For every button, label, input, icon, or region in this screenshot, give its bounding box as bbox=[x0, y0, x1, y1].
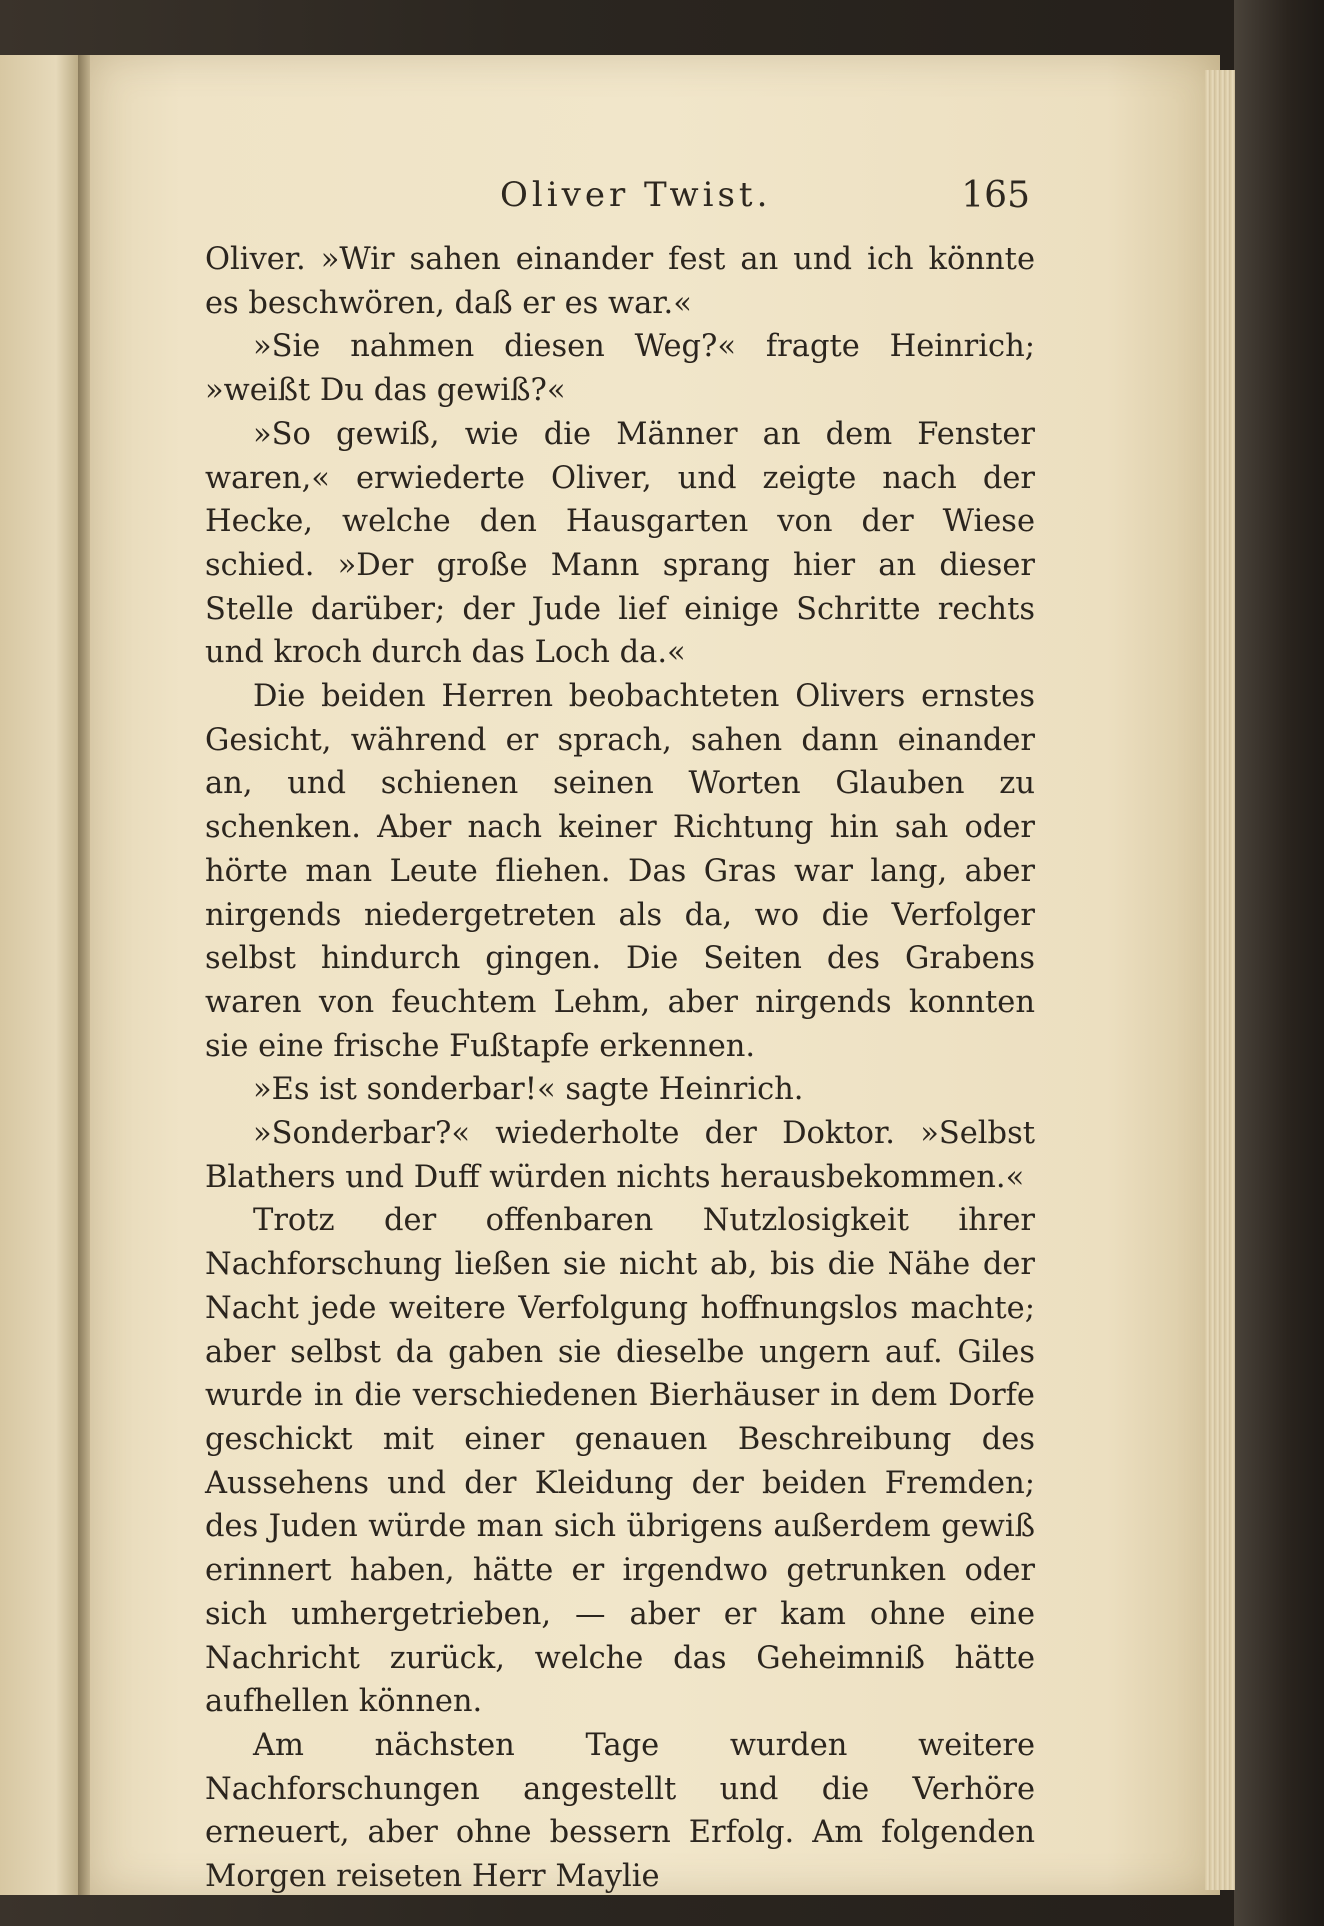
page-stack-edge bbox=[1205, 70, 1235, 1890]
paragraph: Die beiden Herren beobachteten Olivers ernstes Gesicht, während er sprach, sahen dann einander an, und schienen seinen Worten Glauben zu schenken. Aber nach keiner Richtung hin sah oder hörte man Leute fliehen. Das Gras war lang, aber nirgends niedergetreten als da, wo die Verfolger selbst hindurch gingen. Die Seiten des Grabens waren von feuchtem Lehm, aber nirgends konnten sie eine frische Fußtapfe erkennen. bbox=[205, 679, 1035, 1064]
book-binding-edge bbox=[1234, 0, 1324, 1926]
page-header bbox=[200, 175, 1040, 225]
running-title: Oliver Twist. bbox=[500, 175, 772, 215]
body-text bbox=[205, 238, 1035, 1899]
paragraph: Trotz der offenbaren Nutzlosigkeit ihrer Nachforschung ließen sie nicht ab, bis die Nähe der Nacht jede weitere Verfolgung hoffnungslos machte; aber selbst da gaben sie dieselbe ungern auf. Giles wurde in die verschiedenen Bierhäuser in dem Dorfe geschickt mit einer genauen Beschreibung des Aussehens und der Kleidung der beiden Fremden; des Juden würde man sich übrigens außerdem gewiß erinnert haben, hätte er irgendwo getrunken oder sich umhergetrieben, — aber er kam ohne eine Nachricht zurück, welche das Geheimniß hätte aufhellen können. bbox=[205, 1203, 1035, 1720]
paragraph: »Sonderbar?« wiederholte der Doktor. »Selbst Blathers und Duff würden nichts herausbekommen.« bbox=[205, 1116, 1035, 1195]
paragraph: Am nächsten Tage wurden weitere Nachforschungen angestellt und die Verhöre erneuert, aber ohne bessern Erfolg. Am folgenden Morgen reiseten Herr Maylie bbox=[205, 1727, 1035, 1895]
paragraph: Oliver. »Wir sahen einander fest an und ich könnte es beschwören, daß er es war.« bbox=[205, 242, 1035, 321]
paragraph: »Sie nahmen diesen Weg?« fragte Heinrich; »weißt Du das gewiß?« bbox=[205, 329, 1035, 409]
page-number: 165 bbox=[961, 175, 1030, 216]
paragraph: »Es ist sonderbar!« sagte Heinrich. bbox=[253, 1072, 804, 1108]
left-page-edge bbox=[0, 55, 80, 1895]
paragraph: »So gewiß, wie die Männer an dem Fenster waren,« erwiederte Oliver, und zeigte nach der Hecke, welche den Hausgarten von der Wiese schied. »Der große Mann sprang hier an dieser Stelle darüber; der Jude lief einige Schritte rechts und kroch durch das Loch da.« bbox=[205, 416, 1035, 671]
